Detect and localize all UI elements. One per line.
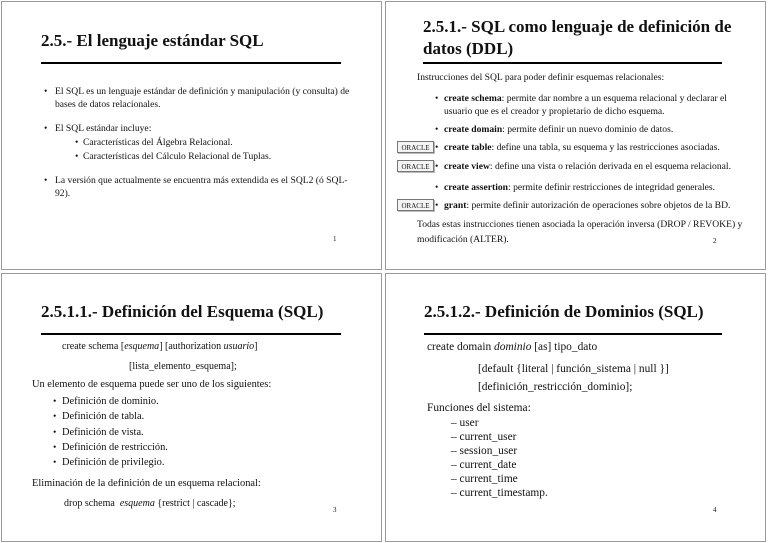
bullet-text: El SQL estándar incluye: xyxy=(55,123,152,134)
bullet-text: El SQL es un lenguaje estándar de definición y manipulación (y consulta) de xyxy=(55,86,350,97)
list-item: – current_time xyxy=(451,473,518,485)
list-item xyxy=(444,143,720,153)
slide-title: 2.5.1.- SQL como lenguaje de definición de xyxy=(423,17,732,36)
command-desc: : permite definir autorización de operaciones sobre objetos de la BD. xyxy=(466,200,731,211)
syntax-line: [default {literal | función_sistema | null }] xyxy=(478,363,669,375)
syntax-part: ] [authorization xyxy=(159,341,224,352)
syntax-param: esquema xyxy=(119,498,155,509)
bullet-icon: • xyxy=(435,182,439,193)
sub-bullet-text: Características del Cálculo Relacional de Tuplas. xyxy=(83,151,272,162)
command-name: create domain xyxy=(444,124,503,135)
list-item: Definición de restricción. xyxy=(62,442,168,453)
title-underline xyxy=(423,62,722,64)
syntax-param: dominio xyxy=(494,341,532,353)
list-item xyxy=(444,183,715,193)
command-desc: usuario que es el creador y propietario de dicho esquema. xyxy=(444,106,665,117)
bullet-icon: • xyxy=(435,93,439,104)
list-item: Definición de dominio. xyxy=(62,396,159,407)
oracle-badge: ORACLE xyxy=(397,141,434,153)
syntax-part: [as] tipo_dato xyxy=(531,341,598,353)
command-desc: : permite definir un nuevo dominio de datos. xyxy=(502,124,674,135)
list-item: – session_user xyxy=(451,445,518,457)
bullet-text: La versión que actualmente se encuentra más extendida es el SQL2 (ó SQL- xyxy=(55,175,348,186)
list-item xyxy=(444,125,673,135)
syntax-line: [lista_elemento_esquema]; xyxy=(129,361,237,372)
bullet-icon: • xyxy=(53,427,57,438)
command-desc: : permite definir restricciones de integridad generales. xyxy=(508,182,716,193)
bullet-icon: • xyxy=(53,457,57,468)
syntax-part: create schema [ xyxy=(62,341,125,352)
drop-syntax xyxy=(64,499,236,509)
syntax-part: ] xyxy=(254,341,258,352)
title-underline xyxy=(424,333,722,335)
footer-text: Todas estas instrucciones tienen asociada la operación inversa (DROP / REVOKE) y xyxy=(417,219,743,230)
command-desc: : permite dar nombre a un esquema relacional y declarar el xyxy=(501,93,727,104)
bullet-icon: • xyxy=(44,123,48,134)
page-number: 3 xyxy=(333,506,337,514)
command-name: create table xyxy=(444,142,492,153)
command-name: create assertion xyxy=(444,182,509,193)
command-desc: : define una tabla, su esquema y las restricciones asociadas. xyxy=(491,142,720,153)
list-item: – current_timestamp. xyxy=(451,487,548,499)
title-underline xyxy=(41,333,341,335)
drop-intro: Eliminación de la definición de un esquema relacional: xyxy=(32,478,261,489)
list-item: Definición de tabla. xyxy=(62,411,145,422)
bullet-icon: • xyxy=(53,411,57,422)
syntax-param: esquema xyxy=(124,341,160,352)
command-name: create view xyxy=(444,161,490,172)
list-item xyxy=(444,94,727,104)
page-number: 1 xyxy=(333,235,337,243)
list-item: – current_date xyxy=(451,459,517,471)
slide-title: datos (DDL) xyxy=(423,39,514,58)
sub-bullet-icon: • xyxy=(75,151,79,162)
intro-text: Instrucciones del SQL para poder definir esquemas relacionales: xyxy=(417,72,665,83)
list-item: Definición de vista. xyxy=(62,427,144,438)
syntax-part: {restrict | cascade}; xyxy=(154,498,236,509)
command-desc: : define una vista o relación derivada en el esquema relacional. xyxy=(489,161,731,172)
sub-bullet-text: Características del Álgebra Relacional. xyxy=(83,137,233,148)
bullet-text: bases de datos relacionales. xyxy=(55,99,161,110)
slide-title: 2.5.1.1.- Definición del Esquema (SQL) xyxy=(41,302,324,321)
bullet-icon: • xyxy=(53,396,57,407)
slide-title: 2.5.1.2.- Definición de Dominios (SQL) xyxy=(424,302,704,321)
oracle-badge: ORACLE xyxy=(397,160,434,172)
title-underline xyxy=(41,62,341,64)
bullet-icon: • xyxy=(435,200,439,211)
slide-1 xyxy=(1,1,382,270)
elements-intro: Un elemento de esquema puede ser uno de los siguientes: xyxy=(32,379,272,390)
bullet-icon: • xyxy=(53,442,57,453)
footer-text: modificación (ALTER). xyxy=(417,234,509,245)
list-item: Definición de privilegio. xyxy=(62,457,165,468)
bullet-icon: • xyxy=(435,124,439,135)
bullet-icon: • xyxy=(435,142,439,153)
command-name: create schema xyxy=(444,93,502,104)
bullet-icon: • xyxy=(435,161,439,172)
bullet-text: 92). xyxy=(55,188,71,199)
syntax-part: create domain xyxy=(427,341,495,353)
bullet-icon: • xyxy=(44,86,48,97)
syntax-part: drop schema xyxy=(64,498,120,509)
syntax-param: usuario xyxy=(223,341,255,352)
page-number: 2 xyxy=(713,237,717,245)
list-item xyxy=(444,201,730,211)
functions-intro: Funciones del sistema: xyxy=(427,402,531,414)
command-name: grant xyxy=(444,200,467,211)
list-item: – user xyxy=(451,417,479,429)
oracle-badge: ORACLE xyxy=(397,199,434,211)
slide-4 xyxy=(385,273,766,542)
syntax-line xyxy=(427,342,597,353)
list-item: – current_user xyxy=(451,431,517,443)
list-item xyxy=(444,162,731,172)
slide-title: 2.5.- El lenguaje estándar SQL xyxy=(41,31,264,50)
bullet-icon: • xyxy=(44,175,48,186)
syntax-line xyxy=(62,342,258,352)
slide-2 xyxy=(385,1,766,270)
slide-3 xyxy=(1,273,382,542)
syntax-line: [definición_restricción_dominio]; xyxy=(478,381,633,393)
page-number: 4 xyxy=(713,506,717,514)
sub-bullet-icon: • xyxy=(75,137,79,148)
